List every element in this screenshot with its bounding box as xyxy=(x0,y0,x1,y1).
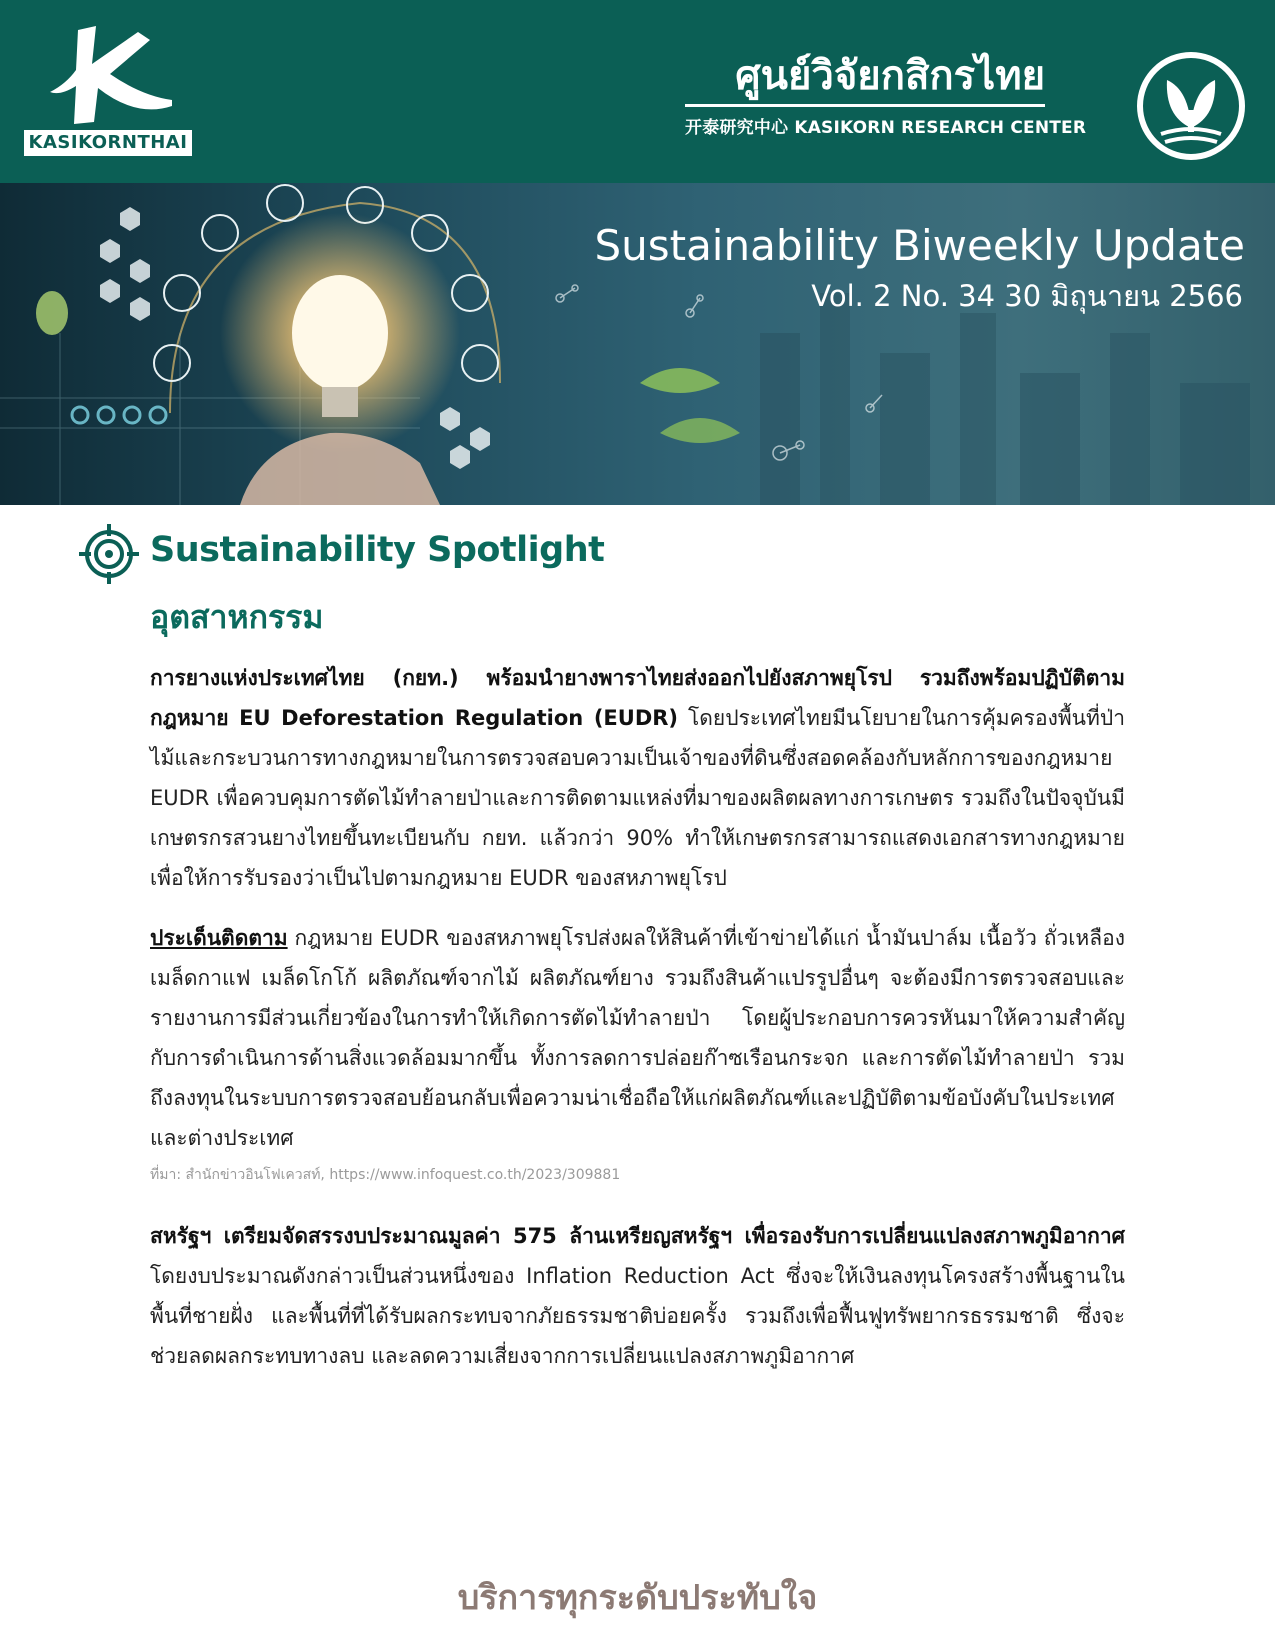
article-1-headline: การยางแห่งประเทศไทย (กยท.) พร้อมนำยางพาราไทยส่งออกไปยังสภาพยุโรป รวมถึงพร้อมปฏิบัติตามกฎหมาย EU Deforestation Regulation (EUDR) xyxy=(150,666,1125,730)
section-title: Sustainability Spotlight xyxy=(150,530,605,570)
newsletter-issue-date: Vol. 2 No. 34 30 มิถุนายน 2566 xyxy=(811,279,1243,313)
footer-slogan: บริการทุกระดับประทับใจ xyxy=(457,1578,818,1618)
article-1-issue-paragraph xyxy=(150,918,1125,1158)
kasikornthai-wordmark: KASIKORNTHAI xyxy=(24,130,192,156)
research-center-logo[interactable] xyxy=(685,52,1087,138)
category-heading: อุตสาหกรรม xyxy=(150,598,324,636)
article-1-paragraph xyxy=(150,658,1125,898)
target-icon xyxy=(78,523,140,585)
issue-to-watch-body: กฎหมาย EUDR ของสหภาพยุโรปส่งผลให้สินค้าที่เข้าข่ายได้แก่ น้ำมันปาล์ม เนื้อวัว ถั่วเหลือง เมล็ดกาแฟ เมล็ดโกโก้ ผลิตภัณฑ์จากไม้ ผลิตภัณฑ์ยาง รวมถึงสินค้าแปรรูปอื่นๆ จะต้องมีการตรวจสอบและรายงานการมีส่วนเกี่ยวข้องในการทำให้เกิดการตัดไม้ทำลายป่า โดยผู้ประกอบการควรหันมาให้ความสำคัญกับการดำเนินการด้านสิ่งแวดล้อมมากขึ้น ทั้งการลดการปล่อยก๊าซเรือนกระจก และการตัดไม้ทำลายป่า รวมถึงลงทุนในระบบการตรวจสอบย้อนกลับเพื่อความน่าเชื่อถือให้แก่ผลิตภัณฑ์และปฏิบัติตามข้อบังคับในประเทศและต่างประเทศ xyxy=(150,926,1125,1150)
article-2-paragraph xyxy=(150,1216,1125,1376)
article-2-body: โดยงบประมาณดังกล่าวเป็นส่วนหนึ่งของ Inflation Reduction Act ซึ่งจะให้เงินลงทุนโครงสร้างพื้นฐานในพื้นที่ชายฝั่ง และพื้นที่ที่ได้รับผลกระทบจากภัยธรรมชาติบ่อยครั้ง รวมถึงเพื่อฟื้นฟูทรัพยากรธรรมชาติ ซึ่งจะช่วยลดผลกระทบทางลบ และลดความเสี่ยงจากการเปลี่ยนแปลงสภาพภูมิอากาศ xyxy=(150,1264,1125,1368)
research-center-divider xyxy=(685,104,1045,107)
article-1-source[interactable]: ที่มา: สำนักข่าวอินโฟเควสท์, https://www.infoquest.co.th/2023/309881 xyxy=(150,1167,621,1183)
newsletter-title: Sustainability Biweekly Update xyxy=(594,221,1245,270)
research-center-english-name: 开泰研究中心 KASIKORN RESEARCH CENTER xyxy=(685,118,1087,138)
sustainability-banner xyxy=(0,183,1275,505)
research-center-thai-name: ศูนย์วิจัยกสิกรไทย xyxy=(735,53,1045,99)
article-2-headline: สหรัฐฯ เตรียมจัดสรรงบประมาณมูลค่า 575 ล้านเหรียญสหรัฐฯ เพื่อรองรับการเปลี่ยนแปลงสภาพภูมิอากาศ xyxy=(150,1224,1125,1248)
article-1-body: โดยประเทศไทยมีนโยบายในการคุ้มครองพื้นที่ป่าไม้และกระบวนการทางกฎหมายในการตรวจสอบความเป็นเจ้าของที่ดินซึ่งสอดคล้องกับหลักการของกฎหมาย EUDR เพื่อควบคุมการตัดไม้ทำลายป่าและการติดตามแหล่งที่มาของผลิตผลทางการเกษตร รวมถึงในปัจจุบันมีเกษตรกรสวนยางไทยขึ้นทะเบียนกับ กยท. แล้วกว่า 90% ทำให้เกษตรกรสามารถแสดงเอกสารทางกฎหมายเพื่อให้การรับรองว่าเป็นไปตามกฎหมาย EUDR ของสหภาพยุโรป xyxy=(150,706,1125,890)
kasikornthai-logo[interactable] xyxy=(24,26,192,154)
k-logo-icon xyxy=(46,26,176,126)
header-bar xyxy=(0,0,1275,183)
kbank-leaf-emblem-icon xyxy=(1135,50,1247,162)
issue-to-watch-label: ประเด็นติดตาม xyxy=(150,926,288,950)
